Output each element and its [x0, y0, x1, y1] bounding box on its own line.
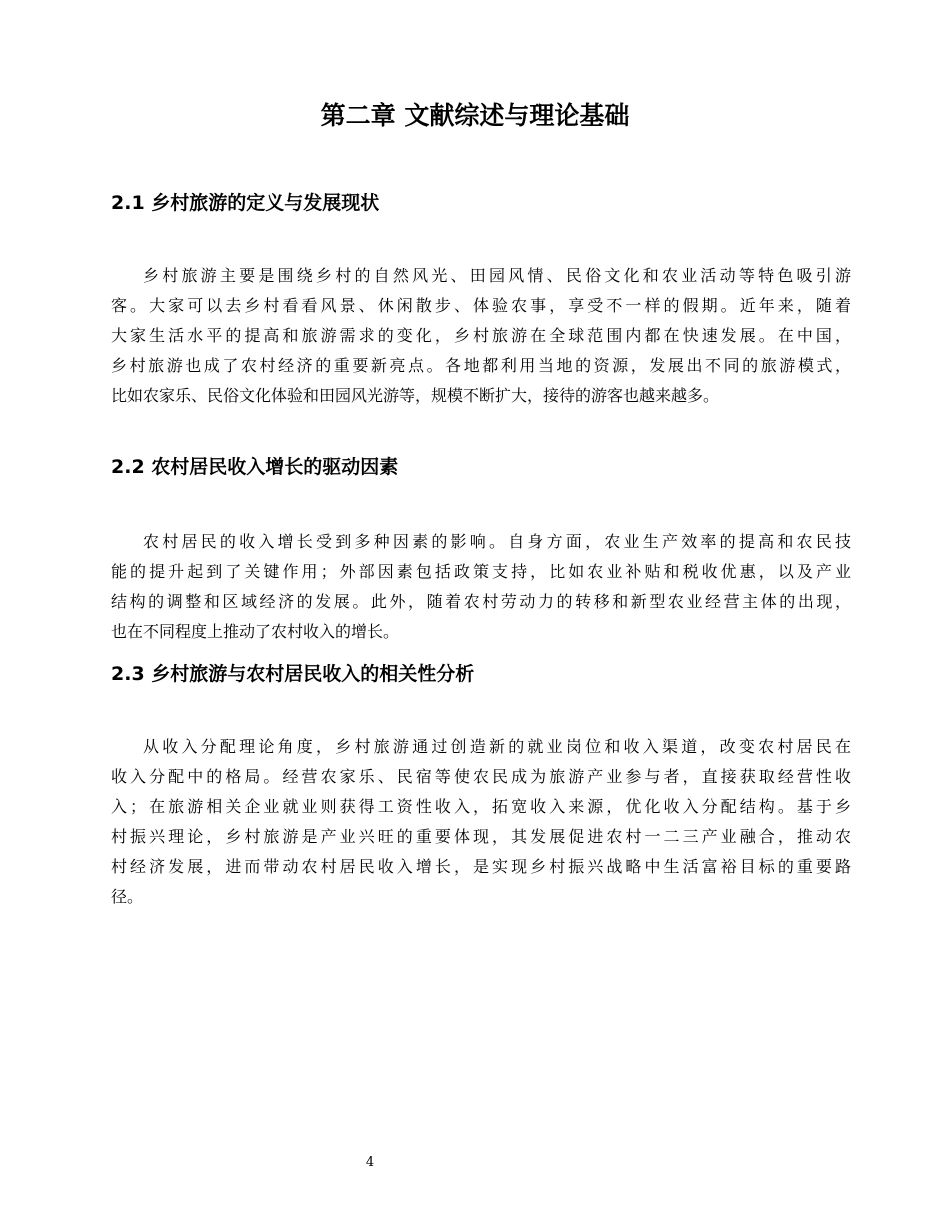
- paragraph-line: 也在不同程度上推动了农村收入的增长。: [111, 622, 400, 641]
- paragraph-line: 结构的调整和区域经济的发展。此外，随着农村劳动力的转移和新型农业经营主体的出现，: [111, 592, 851, 611]
- section-heading-2-2: 2.2 农村居民收入增长的驱动因素: [111, 456, 399, 478]
- paragraph-line: 大家生活水平的提高和旅游需求的变化，乡村旅游在全球范围内都在快速发展。在中国，: [111, 326, 851, 345]
- section-heading-2-3: 2.3 乡村旅游与农村居民收入的相关性分析: [111, 663, 475, 685]
- paragraph-line: 收入分配中的格局。经营农家乐、民宿等使农民成为旅游产业参与者，直接获取经营性收: [111, 767, 851, 786]
- section-2-2-paragraph: [111, 527, 851, 647]
- paragraph-line: 能的提升起到了关键作用；外部因素包括政策支持，比如农业补贴和税收优惠，以及产业: [111, 562, 851, 581]
- paragraph-line: 乡村旅游也成了农村经济的重要新亮点。各地都利用当地的资源，发展出不同的旅游模式，: [111, 356, 851, 375]
- chapter-title: 第二章 文献综述与理论基础: [320, 101, 630, 130]
- page-number: 4: [365, 1155, 375, 1170]
- section-2-1-paragraph: [111, 261, 851, 411]
- paragraph-line: 比如农家乐、民俗文化体验和田园风光游等，规模不断扩大，接待的游客也越来越多。: [111, 386, 720, 405]
- paragraph-line: 径。: [111, 887, 144, 906]
- section-heading-2-1: 2.1 乡村旅游的定义与发展现状: [111, 192, 380, 214]
- paragraph-line: 从收入分配理论角度，乡村旅游通过创造新的就业岗位和收入渠道，改变农村居民在: [143, 737, 851, 756]
- paragraph-line: 村经济发展，进而带动农村居民收入增长，是实现乡村振兴战略中生活富裕目标的重要路: [111, 857, 851, 876]
- paragraph-line: 村振兴理论，乡村旅游是产业兴旺的重要体现，其发展促进农村一二三产业融合，推动农: [111, 827, 851, 846]
- paragraph-line: 乡村旅游主要是围绕乡村的自然风光、田园风情、民俗文化和农业活动等特色吸引游: [143, 266, 851, 285]
- paragraph-line: 客。大家可以去乡村看看风景、休闲散步、体验农事，享受不一样的假期。近年来，随着: [111, 296, 851, 315]
- paragraph-line: 农村居民的收入增长受到多种因素的影响。自身方面，农业生产效率的提高和农民技: [143, 532, 851, 551]
- paragraph-line: 入；在旅游相关企业就业则获得工资性收入，拓宽收入来源，优化收入分配结构。基于乡: [111, 797, 851, 816]
- section-2-3-paragraph: [111, 732, 851, 912]
